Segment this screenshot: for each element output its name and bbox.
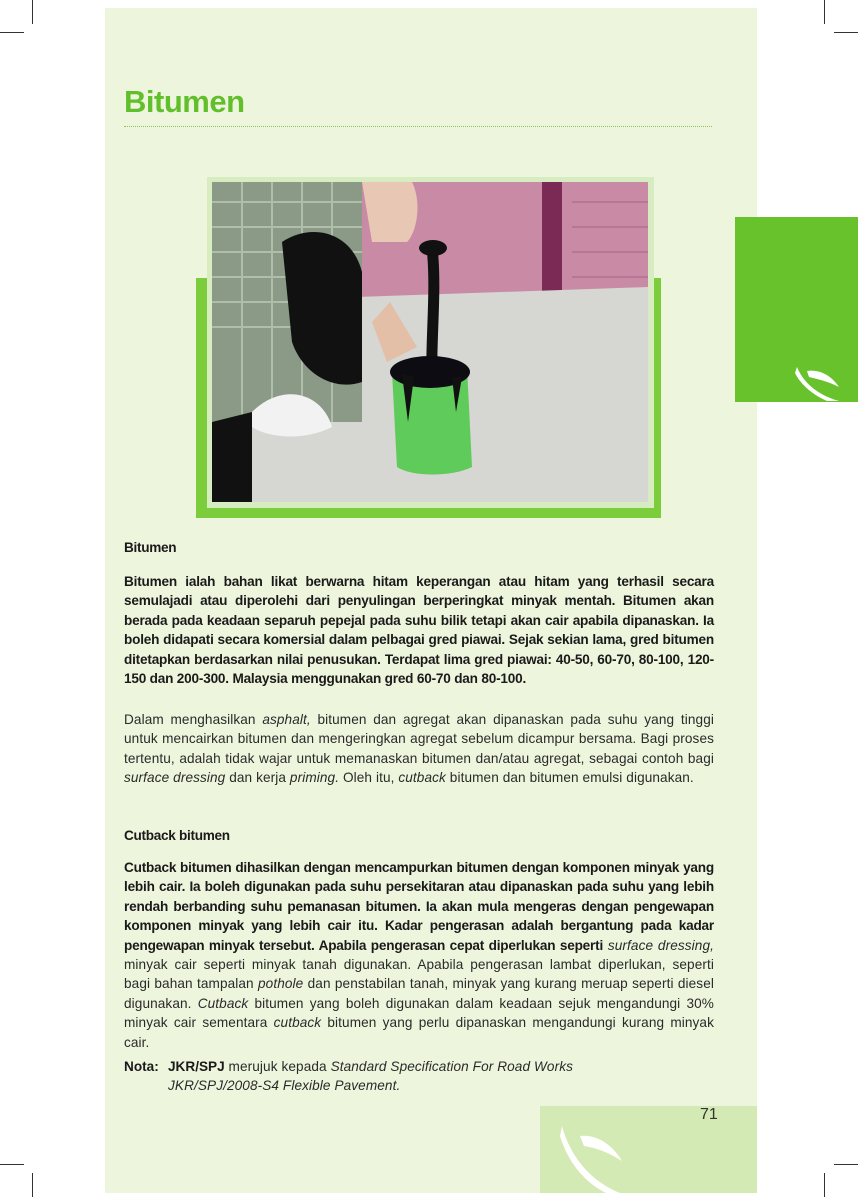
- crop-mark: [32, 1173, 33, 1197]
- term-surface-dressing: surface dressing,: [607, 937, 714, 953]
- text: dan penstabilan tanah, minyak yang kurang meruap seperti diesel digunakan.: [124, 976, 714, 1011]
- title-divider: [124, 126, 712, 127]
- section-heading-bitumen: Bitumen: [124, 540, 177, 555]
- text: Oleh itu,: [339, 770, 399, 786]
- term-bitumen: Bitumen: [124, 574, 177, 589]
- text: bitumen dan bitumen emulsi digunakan.: [445, 770, 694, 786]
- term-surface-dressing: surface dressing: [124, 770, 226, 786]
- term-asphalt: asphalt,: [262, 712, 311, 727]
- chapter-tab: [735, 217, 858, 402]
- paragraph-cutback: [124, 858, 714, 1052]
- text: bitumen yang boleh digunakan dalam keadaan sejuk mengandungi 30% minyak cair sementara: [124, 995, 714, 1031]
- text: bitumen yang perlu dipanaskan mengandungi kurang minyak cair.: [124, 1015, 714, 1050]
- page-number: 71: [700, 1106, 718, 1123]
- crop-mark: [0, 1164, 24, 1165]
- paragraph-asphalt: [124, 710, 714, 788]
- term-priming: priming.: [289, 770, 340, 786]
- text: dan kerja: [225, 770, 290, 786]
- crop-mark: [824, 0, 825, 24]
- leaf-swoosh-icon: [735, 217, 858, 402]
- footer-tab: [540, 1106, 757, 1193]
- leaf-swoosh-icon: [540, 1106, 757, 1193]
- note-reference: Standard Specification For Road Works: [330, 1059, 574, 1074]
- bitumen-pour-photo: [212, 182, 648, 502]
- crop-mark: [824, 1173, 825, 1197]
- text: bitumen dan agregat akan dipanaskan pada suhu yang tinggi untuk mencairkan bitumen dan mengeringkan agregat sebelum dicampur bersama. Bagi proses tertentu, adalah tidak wajar untuk memanaskan bitumen dan/atau agregat, sebagai contoh bagi: [124, 712, 714, 766]
- note-reference-continued: JKR/SPJ/2008-S4 Flexible Pavement.: [168, 1078, 401, 1093]
- section-heading-cutback: Cutback bitumen: [124, 828, 230, 843]
- text: Dalam menghasilkan: [124, 712, 263, 727]
- paragraph-bitumen-definition: [124, 572, 714, 688]
- crop-mark: [834, 1164, 858, 1165]
- crop-mark: [0, 32, 24, 33]
- note-term: JKR/SPJ: [168, 1059, 225, 1074]
- note-label: Nota:: [124, 1059, 159, 1074]
- crop-mark: [32, 0, 33, 24]
- text: minyak cair seperti minyak tanah digunakan. Apabila pengerasan lambat diperlukan, seperti bagi bahan tampalan: [124, 957, 714, 992]
- crop-mark: [834, 32, 858, 33]
- definition-text: dihasilkan dengan mencampurkan bitumen dengan komponen minyak yang lebih cair. Ia boleh digunakan pada suhu persekitaran atau dipanaskan pada suhu yang lebih rendah berbanding suhu pemanasan bitumen. Ia akan mula mengeras dengan pengewapan komponen minyak yang lebih cair itu. Kadar pengerasan adalah bergantung pada kadar pengewapan minyak tersebut. Apabila pengerasan cepat diperlukan seperti: [124, 860, 714, 953]
- note-text: merujuk kepada: [224, 1059, 331, 1074]
- note: [124, 1057, 684, 1095]
- term-cutback: cutback: [273, 1015, 322, 1031]
- term-pothole: pothole: [258, 976, 304, 992]
- term-cutback: Cutback: [197, 995, 249, 1011]
- term-cutback-bitumen: Cutback bitumen: [124, 860, 232, 875]
- term-cutback: cutback: [398, 770, 446, 786]
- page-title: Bitumen: [124, 84, 245, 119]
- definition-text: ialah bahan likat berwarna hitam keperangan atau hitam yang terhasil secara semulajadi atau diperolehi dari penyulingan berperingkat minyak mentah. Bitumen akan berada pada keadaan separuh pepejal pada suhu bilik tetapi akan cair apabila dipanaskan. Ia boleh didapati secara komersial dalam pelbagai gred piawai. Sejak sekian lama, gred bitumen ditetapkan berdasarkan nilai penusukan. Terdapat lima gred piawai: 40-50, 60-70, 80-100, 120-150 dan 200-300. Malaysia menggunakan gred 60-70 dan 80-100.: [124, 574, 714, 687]
